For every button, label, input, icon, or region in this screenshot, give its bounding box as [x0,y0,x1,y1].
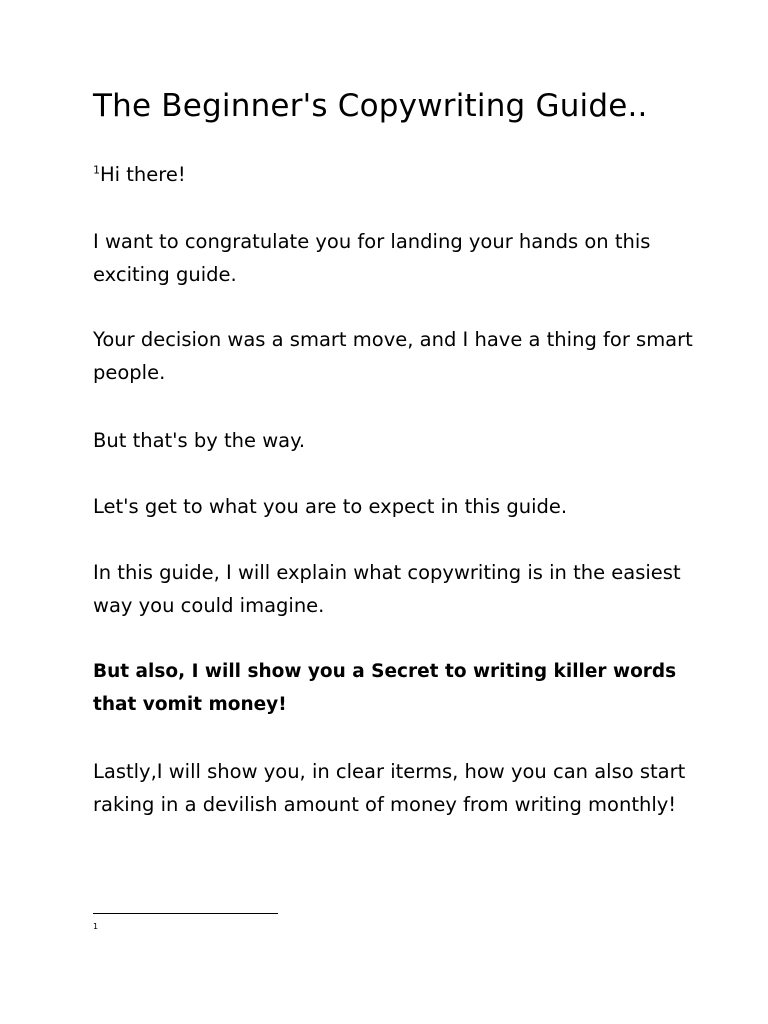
paragraph-explain-copywriting: In this guide, I will explain what copywriting is in the easiest way you could imagine. [93,561,681,617]
paragraph-congratulate: I want to congratulate you for landing your hands on this exciting guide. [93,230,651,286]
greeting-paragraph [93,158,693,191]
paragraph-smart-move: Your decision was a smart move, and I have a thing for smart people. [93,328,693,384]
paragraph-lastly: Lastly,I will show you, in clear iterms, how you can also start raking in a devilish amount of money from writing monthly! [93,760,686,816]
paragraph-expectations: Let's get to what you are to expect in this guide. [93,495,568,518]
footnote-separator [93,913,278,914]
paragraph-secret-highlight: But also, I will show you a Secret to writing killer words that vomit money! [93,661,677,715]
paragraph-by-the-way: But that's by the way. [93,429,306,452]
footnote-reference: 1 [93,163,100,177]
greeting-text: Hi there! [100,163,186,186]
document-title: The Beginner's Copywriting Guide.. [93,88,648,124]
footnote-number: 1 [93,922,99,931]
